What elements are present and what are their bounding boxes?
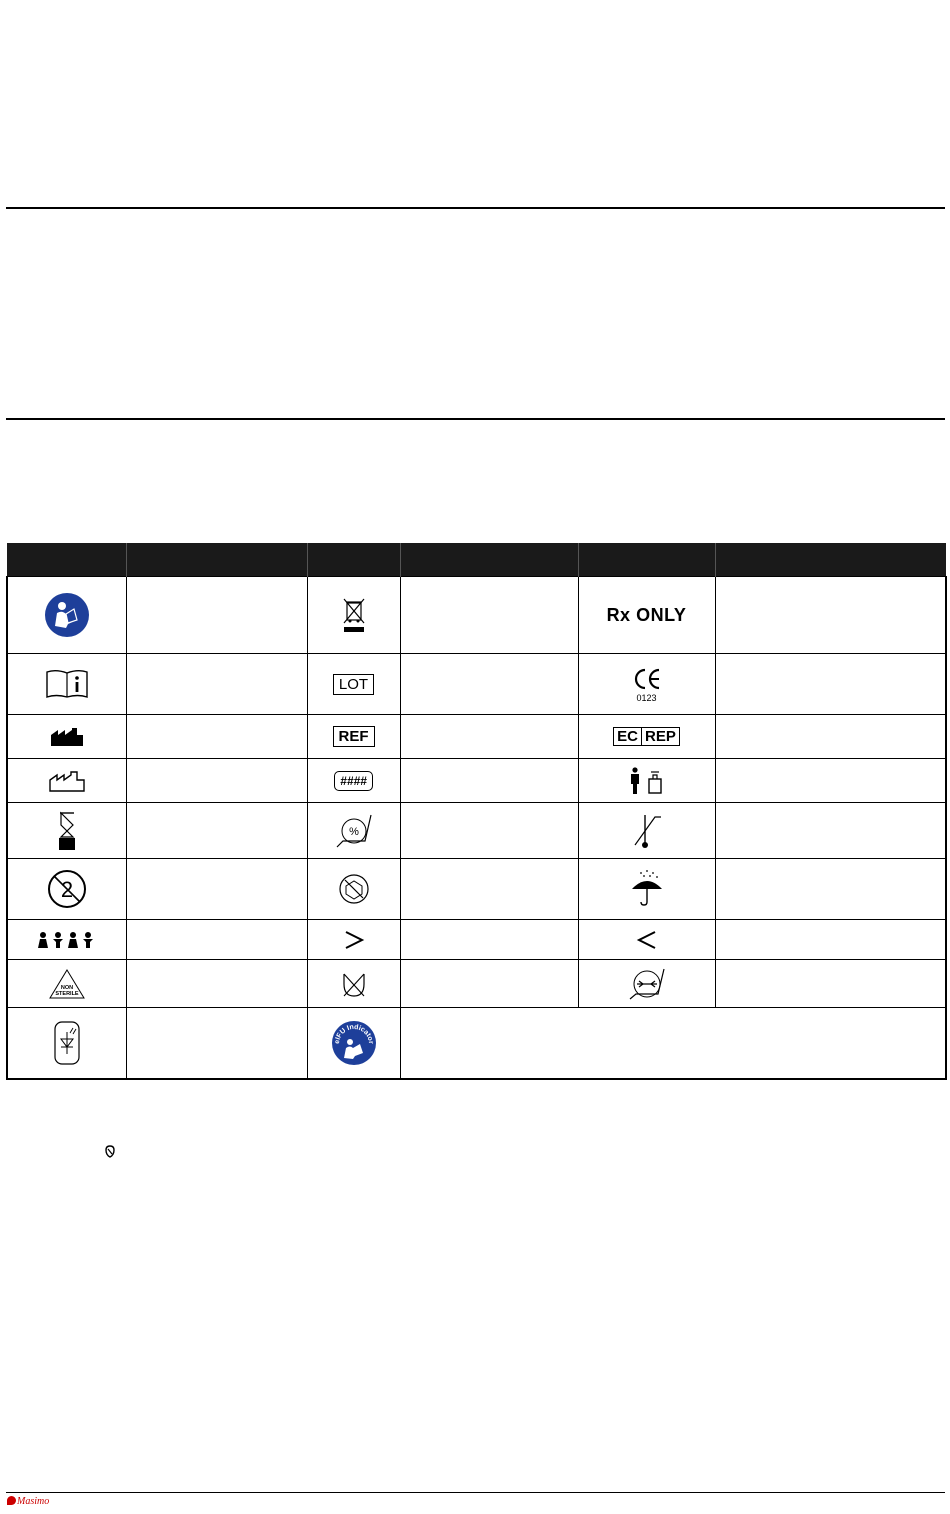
masimo-logo-icon [7,1496,16,1505]
table-row [7,960,946,1008]
symbol-cell [578,803,715,859]
masimo-logo-text: Masimo [17,1496,50,1507]
non-sterile-line2: STERILE [55,990,79,997]
footer-divider [6,1492,945,1493]
temperature-limitation-icon [629,811,665,851]
table-row [7,803,946,859]
description-cell [126,920,307,960]
description-cell [715,803,946,859]
symbol-cell [307,1008,400,1079]
description-cell [400,920,578,960]
description-cell [400,1008,946,1079]
svg-text:2: 2 [60,877,73,902]
description-cell [715,920,946,960]
header-cell [307,543,400,577]
description-cell [715,759,946,803]
description-cell [126,577,307,654]
description-cell [715,577,946,654]
section-divider [6,418,945,420]
symbols-table [6,543,947,1080]
header-cell [715,543,946,577]
description-cell [126,715,307,759]
symbol-cell [578,960,715,1008]
symbol-cell [7,920,126,960]
symbol-cell [578,859,715,920]
header-cell [126,543,307,577]
symbol-cell [578,577,715,654]
weee-bin-crossed-icon [342,597,366,633]
table-header-row [7,543,946,577]
masimo-logo [7,1496,49,1508]
symbol-cell [7,577,126,654]
table-row [7,920,946,960]
symbol-cell [7,1008,126,1079]
do-not-use-if-damaged-icon [336,871,372,907]
svg-text:%: % [348,825,359,838]
header-cell [7,543,126,577]
description-cell [715,960,946,1008]
manufacturer-icon [50,727,84,747]
symbol-cell [7,759,126,803]
atmospheric-pressure-icon [627,966,667,1002]
ce-mark-icon [629,666,665,703]
symbol-cell [7,715,126,759]
ec-text: EC [614,728,642,745]
description-cell [400,715,578,759]
description-cell [126,654,307,715]
use-by-date-icon [57,811,77,851]
description-cell [715,715,946,759]
masimo-trademark-icon [105,1145,115,1158]
do-not-reuse-icon [46,868,88,910]
authorized-representative-label [613,727,680,746]
symbol-cell [307,859,400,920]
description-cell [400,654,578,715]
description-cell [715,654,946,715]
symbol-cell [578,654,715,715]
date-of-manufacture-icon [49,770,85,792]
symbol-cell [578,759,715,803]
symbol-cell [7,859,126,920]
lot-number-label: LOT [333,674,374,695]
light-emitting-diode-icon [53,1020,81,1066]
table-row [7,654,946,715]
humidity-limitation-icon [334,811,374,851]
header-cell [400,543,578,577]
consult-instructions-icon [45,669,89,699]
table-row [7,1008,946,1079]
rx-only-label: Rx ONLY [606,604,687,625]
symbol-cell [7,803,126,859]
catalogue-number-label: REF [333,726,375,747]
description-cell [400,803,578,859]
symbol-cell [307,803,400,859]
symbol-cell [307,577,400,654]
table-row [7,859,946,920]
table-row [7,577,946,654]
description-cell [126,1008,307,1079]
rep-text: REP [645,728,676,745]
header-cell [578,543,715,577]
description-cell [126,759,307,803]
symbol-cell [7,960,126,1008]
description-cell [400,759,578,803]
non-sterile-line1: NON [60,984,73,991]
latex-free-icon [341,968,367,1000]
table-row [7,759,946,803]
table-row [7,715,946,759]
symbol-cell [307,960,400,1008]
symbol-cell [578,715,715,759]
description-cell [126,859,307,920]
description-cell [400,960,578,1008]
eifu-indicator-text: eIFU Indicator [333,1023,374,1045]
section-divider [6,207,945,209]
less-than-icon [636,929,658,951]
non-sterile-icon [48,968,86,1000]
greater-than-icon [343,929,365,951]
description-cell [715,859,946,920]
symbol-cell [307,654,400,715]
description-cell [126,803,307,859]
keep-dry-umbrella-icon [629,869,665,909]
body-weight-icon [627,767,667,795]
follow-instructions-icon [44,592,90,638]
description-cell [400,859,578,920]
description-cell [400,577,578,654]
symbol-cell [307,759,400,803]
eifu-indicator-icon [331,1020,377,1066]
symbol-cell [578,920,715,960]
serial-number-label: #### [334,771,373,791]
ce-notified-body-number: 0123 [636,692,657,703]
symbol-cell [307,920,400,960]
symbol-cell [307,715,400,759]
description-cell [126,960,307,1008]
quantity-persons-icon [36,931,98,949]
symbol-cell [7,654,126,715]
